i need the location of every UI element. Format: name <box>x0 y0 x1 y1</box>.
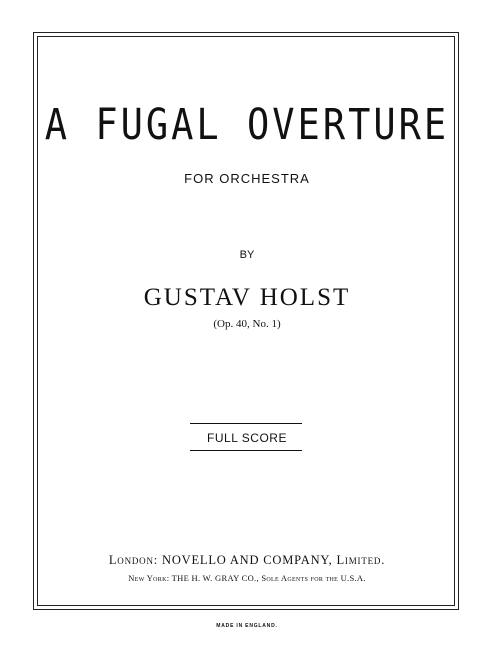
divider-bottom <box>190 450 302 451</box>
publisher-suffix: Limited. <box>336 553 386 567</box>
agent-name: THE H. W. GRAY CO., <box>171 573 259 583</box>
publisher-city: London: <box>108 553 159 567</box>
subtitle: FOR ORCHESTRA <box>184 171 310 186</box>
agent-country: U.S.A. <box>340 573 366 583</box>
agents-line <box>0 573 494 583</box>
page-title: A FUGAL OVERTURE <box>44 99 450 150</box>
composer-name: GUSTAV HOLST <box>143 284 351 311</box>
made-in-label: MADE IN ENGLAND. <box>216 623 278 629</box>
opus-number: (Op. 40, No. 1) <box>213 318 281 330</box>
by-label: BY <box>239 249 255 261</box>
agent-city: New York: <box>128 573 170 583</box>
publisher-name: NOVELLO AND COMPANY, <box>162 553 333 567</box>
score-type: FULL SCORE <box>207 431 287 445</box>
agent-role: Sole Agents for the <box>261 573 339 583</box>
divider-top <box>190 423 302 424</box>
publisher-line <box>0 553 494 568</box>
